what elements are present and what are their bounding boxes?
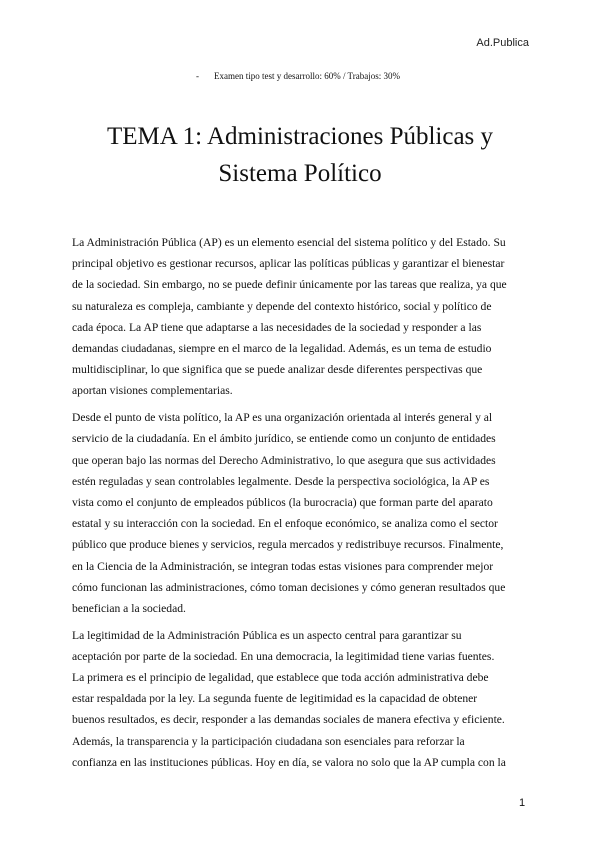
text-line: vista como el conjunto de empleados públicos (la burocracia) que forman parte del aparato <box>72 495 493 509</box>
text-line: La Administración Pública (AP) es un elemento esencial del sistema político y del Estado. Su <box>72 236 506 249</box>
text-line: principal objetivo es gestionar recursos, aplicar las políticas públicas y garantizar el bienestar <box>72 257 505 271</box>
text-line: cada época. La AP tiene que adaptarse a las necesidades de la sociedad y responder a las <box>72 320 482 334</box>
title-line: TEMA 1: Administraciones Públicas y <box>106 123 494 150</box>
evaluation-bullet <box>196 71 400 81</box>
paragraph <box>72 232 542 402</box>
text-line: estén reguladas y sean controlables legalmente. Desde la perspectiva sociológica, la AP es <box>72 474 490 488</box>
text-line: estar respaldada por la ley. La segunda fuente de legitimidad es la capacidad de obtener <box>72 692 478 706</box>
text-line: La primera es el principio de legalidad, que establece que toda acción administrativa debe <box>72 671 489 685</box>
document-body <box>72 232 542 779</box>
page-number: 1 <box>519 797 526 809</box>
text-line: benefician a la sociedad. <box>72 601 186 615</box>
text-line: La legitimidad de la Administración Pública es un aspecto central para garantizar su <box>72 628 462 642</box>
text-line: confianza en las instituciones públicas. Hoy en día, se valora no solo que la AP cumpla con la <box>72 755 506 769</box>
bullet-marker: - <box>196 71 199 81</box>
text-line: aportan visiones complementarias. <box>72 384 233 398</box>
text-line: cómo funcionan las administraciones, cómo toman decisiones y cómo generan resultados que <box>72 580 506 594</box>
text-line: Además, la transparencia y la participación ciudadana son esenciales para reforzar la <box>72 734 465 748</box>
text-line: Desde el punto de vista político, la AP es una organización orientada al interés general y al <box>72 411 493 425</box>
paragraph <box>72 625 542 773</box>
text-line: estatal y su interacción con la sociedad. En el enfoque económico, se analiza como el sector <box>72 517 498 531</box>
text-line: servicio de la ciudadanía. En el ámbito jurídico, se entiende como un conjunto de entidades <box>72 432 496 446</box>
text-line: aceptación por parte de la sociedad. En una democracia, la legitimidad tiene varias fuentes. <box>72 649 495 663</box>
text-line: de la sociedad. Sin embargo, no se puede definir únicamente por las tareas que realiza, ya que <box>72 278 507 292</box>
text-line: que operan bajo las normas del Derecho Administrativo, lo que asegura que sus actividades <box>72 453 496 467</box>
text-line: en la Ciencia de la Administración, se integran todas estas visiones para comprender mejor <box>72 559 494 573</box>
title-line: Sistema Político <box>218 160 382 187</box>
running-header: Ad.Publica <box>476 37 529 49</box>
paragraph <box>72 407 542 619</box>
text-line: multidisciplinar, lo que significa que se puede analizar desde diferentes perspectivas que <box>72 363 483 377</box>
text-line: demandas ciudadanas, siempre en el marco de la legalidad. Además, es un tema de estudio <box>72 342 492 356</box>
text-line: público que produce bienes y servicios, regula mercados y redistribuye recursos. Finalmente, <box>72 538 504 552</box>
bullet-text: Examen tipo test y desarrollo: 60% / Trabajos: 30% <box>214 71 400 81</box>
text-line: su naturaleza es compleja, cambiante y depende del contexto histórico, social y político de <box>72 299 492 313</box>
page-title <box>0 118 600 192</box>
text-line: buenos resultados, es decir, responder a las demandas sociales de manera efectiva y eficiente. <box>72 713 505 727</box>
